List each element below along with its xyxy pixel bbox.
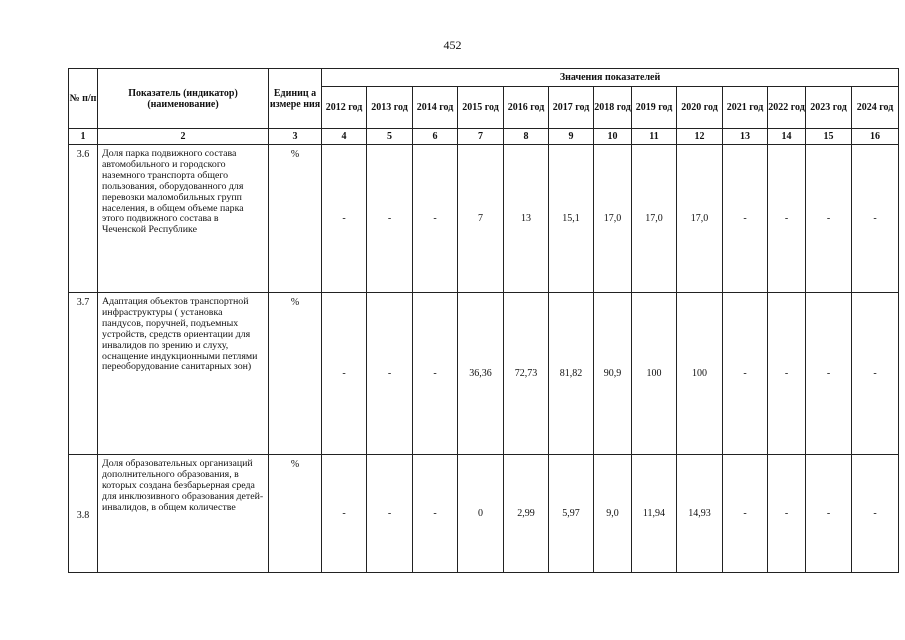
indicators-table bbox=[68, 68, 899, 573]
row-value: 90,9 bbox=[594, 293, 632, 455]
header-year: 2016 год bbox=[504, 87, 549, 129]
column-number: 2 bbox=[98, 129, 269, 145]
table-row bbox=[69, 293, 899, 455]
header-number: № п/п bbox=[69, 69, 98, 129]
header-year: 2013 год bbox=[367, 87, 413, 129]
row-value: - bbox=[806, 455, 852, 573]
column-number: 6 bbox=[413, 129, 458, 145]
header-year: 2014 год bbox=[413, 87, 458, 129]
header-year: 2015 год bbox=[458, 87, 504, 129]
row-value: 9,0 bbox=[594, 455, 632, 573]
row-value: 14,93 bbox=[677, 455, 723, 573]
row-value: 7 bbox=[458, 145, 504, 293]
row-value: 72,73 bbox=[504, 293, 549, 455]
row-value: - bbox=[322, 293, 367, 455]
row-value: - bbox=[723, 293, 768, 455]
column-number: 5 bbox=[367, 129, 413, 145]
row-value: - bbox=[768, 145, 806, 293]
column-number: 1 bbox=[69, 129, 98, 145]
row-value: 11,94 bbox=[632, 455, 677, 573]
row-value: - bbox=[768, 455, 806, 573]
row-value: - bbox=[367, 145, 413, 293]
column-number: 7 bbox=[458, 129, 504, 145]
page-number: 452 bbox=[443, 38, 462, 52]
row-value: - bbox=[852, 293, 899, 455]
header-year: 2012 год bbox=[322, 87, 367, 129]
row-value: 13 bbox=[504, 145, 549, 293]
header-year: 2022 год bbox=[768, 87, 806, 129]
row-indicator-name: Адаптация объектов транспортной инфраструктуры ( установка пандусов, поручней, подъемных устройств, средств ориентации для инвалидов по зрению и слуху, оснащение индукционными петлями переоборудование санитарных зон) bbox=[98, 293, 269, 455]
column-number: 16 bbox=[852, 129, 899, 145]
row-id: 3.8 bbox=[69, 455, 98, 573]
column-number: 15 bbox=[806, 129, 852, 145]
header-values-group: Значения показателей bbox=[322, 69, 899, 87]
row-value: 36,36 bbox=[458, 293, 504, 455]
row-value: 17,0 bbox=[677, 145, 723, 293]
header-indicator: Показатель (индикатор) (наименование) bbox=[98, 69, 269, 129]
header-year: 2023 год bbox=[806, 87, 852, 129]
row-value: - bbox=[768, 293, 806, 455]
column-number: 4 bbox=[322, 129, 367, 145]
header-year: 2024 год bbox=[852, 87, 899, 129]
column-number: 13 bbox=[723, 129, 768, 145]
row-value: - bbox=[852, 455, 899, 573]
row-value: 100 bbox=[632, 293, 677, 455]
row-unit: % bbox=[269, 455, 322, 573]
row-value: - bbox=[367, 455, 413, 573]
column-number: 12 bbox=[677, 129, 723, 145]
row-value: - bbox=[367, 293, 413, 455]
table-row bbox=[69, 145, 899, 293]
row-value: 100 bbox=[677, 293, 723, 455]
row-value: - bbox=[723, 145, 768, 293]
row-indicator-name: Доля образовательных организаций дополнительного образования, в которых создана безбарьерная среда для инклюзивного образования детей-инвалидов, в общем количестве bbox=[98, 455, 269, 573]
column-number: 3 bbox=[269, 129, 322, 145]
column-number: 14 bbox=[768, 129, 806, 145]
row-value: 2,99 bbox=[504, 455, 549, 573]
row-value: 15,1 bbox=[549, 145, 594, 293]
header-year: 2017 год bbox=[549, 87, 594, 129]
row-value: 17,0 bbox=[594, 145, 632, 293]
row-value: - bbox=[322, 455, 367, 573]
column-number: 9 bbox=[549, 129, 594, 145]
column-number: 11 bbox=[632, 129, 677, 145]
header-year: 2018 год bbox=[594, 87, 632, 129]
row-value: 81,82 bbox=[549, 293, 594, 455]
row-indicator-name: Доля парка подвижного состава автомобильного и городского наземного транспорта общего пользования, оборудованного для перевозки маломобильных групп населения, в общем объеме парка этого подвижного состава в Чеченской Республике bbox=[98, 145, 269, 293]
row-value: 5,97 bbox=[549, 455, 594, 573]
row-id: 3.6 bbox=[69, 145, 98, 293]
column-number: 8 bbox=[504, 129, 549, 145]
row-unit: % bbox=[269, 293, 322, 455]
row-value: - bbox=[413, 293, 458, 455]
row-value: - bbox=[413, 455, 458, 573]
row-value: - bbox=[806, 145, 852, 293]
row-value: - bbox=[806, 293, 852, 455]
row-value: 0 bbox=[458, 455, 504, 573]
column-number: 10 bbox=[594, 129, 632, 145]
header-year: 2021 год bbox=[723, 87, 768, 129]
column-number-row bbox=[69, 129, 899, 145]
row-unit: % bbox=[269, 145, 322, 293]
row-value: - bbox=[413, 145, 458, 293]
table-row bbox=[69, 455, 899, 573]
row-value: - bbox=[852, 145, 899, 293]
row-id: 3.7 bbox=[69, 293, 98, 455]
header-year: 2019 год bbox=[632, 87, 677, 129]
row-value: - bbox=[322, 145, 367, 293]
row-value: - bbox=[723, 455, 768, 573]
row-value: 17,0 bbox=[632, 145, 677, 293]
header-year: 2020 год bbox=[677, 87, 723, 129]
header-unit: Единиц а измере ния bbox=[269, 69, 322, 129]
